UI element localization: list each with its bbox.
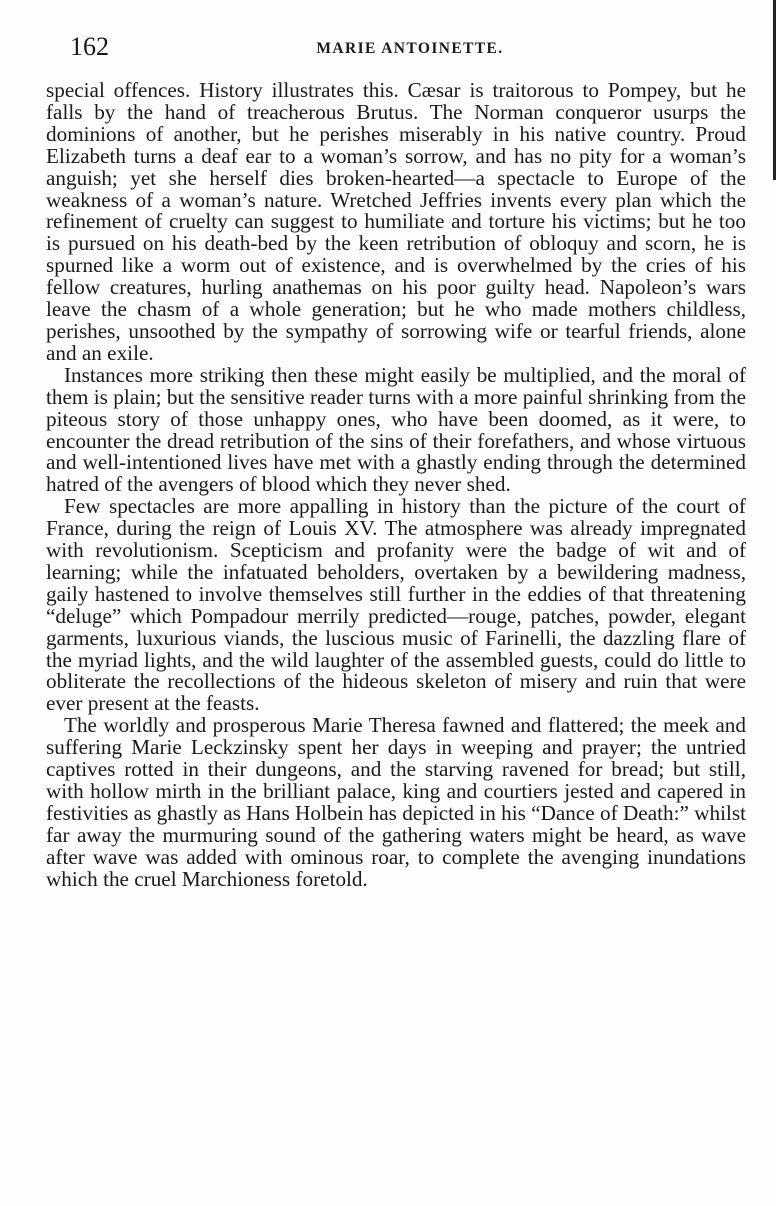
running-title: MARIE ANTOINETTE. bbox=[316, 40, 504, 57]
paragraph-worldly: The worldly and prosperous Marie Theresa fawned and flattered; the meek and suffering Marie Leckzinsky spent her days in weeping and prayer; the untried captives rotted in their dungeons, and the starving ravened for bread; but still, with hollow mirth in the brilliant palace, king and courtiers jested and capered in festivities as ghastly as Hans Holbein has depicted in his “Dance of Death:” whilst far away the murmuring sound of the gathering waters might be heard, as wave after wave was added with ominous roar, to complete the avenging inundations which the cruel Marchioness foretold. bbox=[46, 713, 746, 891]
paragraph-continued: special offences. History illustrates this. Cæsar is traitorous to Pompey, but he falls by the hand of treacherous Brutus. The Norman conqueror usurps the dominions of another, but he perishes miserably in his native country. Proud Elizabeth turns a deaf ear to a woman’s sorrow, and has no pity for a woman’s anguish; yet she herself dies broken-hearted—a spectacle to Europe of the weakness of a woman’s nature. Wretched Jeffries invents every plan which the refinement of cruelty can suggest to humiliate and torture his victims; but he too is pursued on his death-bed by the keen retribution of obloquy and scorn, he is spurned like a worm out of existence, and is overwhelmed by the cries of his fellow creatures, hurling anathemas on his poor guilty head. Napoleon’s wars leave the chasm of a whole generation; but he who made mothers childless, perishes, unsoothed by the sympathy of sorrowing wife or tearful friends, alone and an exile. bbox=[46, 78, 746, 365]
page-number: 162 bbox=[70, 32, 109, 61]
running-head bbox=[70, 34, 750, 64]
body-text bbox=[46, 80, 746, 891]
paragraph-instances: Instances more striking then these might easily be multiplied, and the moral of them is plain; but the sensitive reader turns with a more painful shrinking from the piteous story of those unhappy ones, who have been doomed, as it were, to encounter the dread retribution of the sins of their forefathers, and whose virtuous and well-intentioned lives have met with a ghastly ending through the determined hatred of the avengers of blood which they never shed. bbox=[46, 362, 746, 497]
paragraph-spectacles: Few spectacles are more appalling in history than the picture of the court of France, during the reign of Louis XV. The atmosphere was already impregnated with revolutionism. Scepticism and profanity were the badge of wit and of learning; while the infatuated beholders, overtaken by a bewildering madness, gaily hastened to involve themselves still further in the eddies of that threatening “deluge” which Pompadour merrily predicted—rouge, patches, powder, elegant garments, luxurious viands, the luscious music of Farinelli, the dazzling flare of the myriad lights, and the wild laughter of the assembled guests, could do little to obliterate the recollections of the hideous skeleton of misery and ruin that were ever present at the feasts. bbox=[46, 494, 746, 716]
